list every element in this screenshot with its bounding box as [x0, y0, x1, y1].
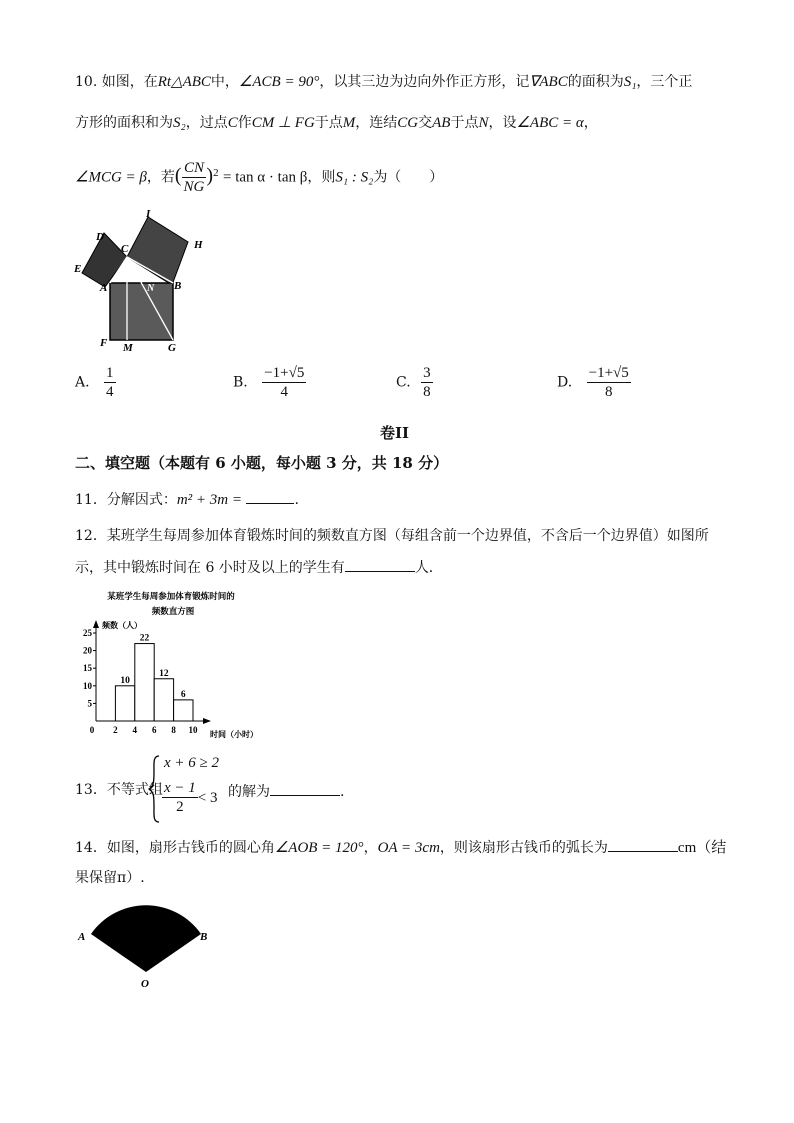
point-c: C	[227, 115, 238, 131]
ineq2-denominator: 2	[176, 799, 184, 815]
q11-text: 11．分解因式：	[75, 492, 177, 508]
label-e: E	[74, 263, 82, 275]
y-tick-label: 20	[83, 645, 92, 656]
q13-period: .	[340, 784, 345, 800]
q10-text: 如图，在	[101, 74, 158, 90]
s2: S₂	[173, 115, 186, 131]
q12-text-end: 人．	[414, 560, 443, 576]
choice-fraction	[262, 364, 306, 401]
q10-text: ，设	[488, 115, 517, 131]
small-square	[82, 233, 127, 287]
q13-text: 13．不等式组	[75, 782, 163, 798]
q10-text: ，则	[307, 169, 336, 186]
label-d: D	[96, 231, 104, 243]
q13-system	[148, 753, 398, 828]
angle-mcg: ∠MCG = β	[75, 169, 147, 186]
q14-unit: cm（结	[677, 840, 727, 856]
x-tick-label: 10	[188, 725, 198, 735]
bar-data-label: 22	[139, 633, 150, 644]
bar-data-label: 12	[159, 668, 169, 679]
histogram-bar	[115, 686, 134, 721]
q10-line3	[75, 154, 443, 197]
volume-heading: 卷II	[380, 424, 410, 442]
section-title: 二、填空题（本题有 6 小题，每小题 3 分，共 18 分）	[75, 454, 449, 472]
inequality-2	[162, 779, 218, 816]
point-m: M	[342, 115, 356, 131]
ineq2-fraction	[162, 779, 198, 816]
y-tick-label: 25	[83, 628, 92, 638]
q14-line1	[75, 837, 726, 858]
choice-b[interactable]	[233, 364, 306, 401]
label-b: B	[200, 931, 208, 943]
fraction-denominator: NG	[183, 179, 205, 196]
choice-numerator: −1+√5	[588, 365, 629, 381]
q12-answer-blank[interactable]	[345, 557, 415, 572]
rt-triangle: Rt△ABC	[157, 74, 211, 90]
choice-numerator: 1	[106, 365, 114, 381]
q13-after-text: 的解为	[228, 784, 270, 800]
choice-letter: C.	[396, 374, 411, 391]
fan-coin-figure	[72, 900, 222, 995]
x-tick-label: 0	[89, 725, 95, 735]
q14-text: 14．如图，扇形古钱币的圆心角	[75, 840, 275, 856]
q11-expression: m² + 3m =	[176, 492, 242, 508]
q11-period: .	[294, 492, 299, 508]
tan-product: = tan α · tan β	[223, 169, 308, 186]
ratio-s1-s2: S₁ : S₂	[335, 169, 374, 186]
choice-c[interactable]	[396, 364, 433, 401]
y-tick-label: 5	[87, 698, 92, 709]
q10-text: ，	[583, 115, 598, 131]
histogram-bar	[154, 679, 173, 721]
q10-text: 于点	[314, 115, 343, 131]
q10-text: 方形的面积和为	[75, 115, 173, 131]
ineq2-rhs: < 3	[197, 790, 218, 806]
y-tick-label: 10	[83, 680, 92, 691]
q14-answer-blank[interactable]	[608, 837, 678, 852]
left-paren: (	[174, 164, 182, 187]
s1: S₁	[623, 74, 637, 90]
q12-line1: 12．某班学生每周参加体育锻炼时间的频数直方图（每组含前一个边界值，不含后一个边界值）如图所	[75, 528, 709, 544]
q14-text: ，	[363, 840, 378, 856]
ineq2-numerator: x − 1	[164, 780, 196, 796]
choice-fraction	[587, 364, 631, 401]
brace-icon	[148, 755, 160, 823]
y-axis-label: 频数（人）	[102, 621, 142, 630]
length-oa: OA = 3cm	[377, 840, 440, 856]
choice-denominator: 4	[280, 384, 289, 400]
x-tick-label: 6	[151, 725, 157, 735]
x-tick-label: 8	[171, 725, 176, 735]
choice-letter: B.	[233, 374, 248, 391]
choice-letter: A.	[75, 374, 90, 391]
q10-line2	[75, 113, 598, 133]
angle-abc: ∠ABC = α	[516, 115, 584, 131]
label-o: O	[141, 978, 149, 990]
point-n: N	[478, 115, 489, 131]
choice-denominator: 8	[423, 384, 431, 400]
x-axis-arrow-icon	[203, 718, 211, 724]
q10-text: ，以其三边为边向外作正方形，记	[319, 74, 530, 90]
square-exponent: 2	[213, 167, 219, 179]
angle-aob: ∠AOB = 120°	[274, 840, 364, 856]
q13-answer-blank[interactable]	[270, 781, 340, 796]
choice-numerator: −1+√5	[264, 365, 305, 381]
choice-fraction	[421, 364, 433, 401]
label-n: N	[147, 283, 155, 294]
choice-a[interactable]	[75, 364, 116, 401]
fan-coin-sector	[91, 905, 201, 972]
q10-text: ，若	[146, 169, 175, 186]
inequality-1: x + 6 ≥ 2	[164, 755, 220, 771]
histogram-bar	[135, 644, 154, 721]
right-paren: )	[206, 164, 214, 187]
q10-text: ，三个正	[636, 74, 693, 90]
label-i: I	[146, 208, 151, 220]
triangle-abc: ∇ABC	[529, 74, 568, 90]
q10-number: 10.	[75, 74, 98, 90]
choice-denominator: 8	[604, 384, 613, 400]
cm-perp-fg: CM ⊥ FG	[251, 115, 315, 131]
q10-text: 的面积为	[567, 74, 624, 90]
q12-text: 示，其中锻炼时间在 6 小时及以上的学生有	[75, 560, 345, 576]
q10-text: 作	[237, 115, 252, 131]
q10-text: 为（ ）	[373, 169, 444, 186]
label-a: A	[100, 282, 108, 294]
chart-subtitle: 频数直方图	[151, 606, 195, 616]
choice-fraction	[104, 364, 116, 401]
pythagoras-figure	[70, 205, 220, 355]
choice-numerator: 3	[423, 365, 431, 381]
label-h: H	[194, 239, 203, 251]
histogram-chart	[75, 588, 275, 743]
q10-text: 中，	[210, 74, 239, 90]
label-a: A	[78, 931, 86, 943]
y-tick-label: 15	[83, 663, 92, 674]
choice-denominator: 4	[106, 384, 114, 400]
q14-text: ，则该扇形古钱币的弧长为	[439, 840, 608, 856]
q10-text: ，连结	[355, 115, 398, 131]
label-m: M	[123, 342, 133, 354]
q10-text: 于点	[450, 115, 479, 131]
fraction-cn-ng	[182, 159, 207, 196]
q14-line2: 果保留π）.	[75, 870, 145, 886]
q10-line1	[75, 72, 692, 92]
bar-data-label: 10	[120, 675, 130, 686]
segment-ab: AB	[432, 115, 451, 131]
y-axis-arrow-icon	[93, 620, 99, 628]
large-square	[110, 283, 173, 340]
label-f: F	[100, 337, 108, 349]
x-tick-label: 4	[132, 725, 138, 735]
q10-text: 交	[418, 115, 433, 131]
label-g: G	[168, 342, 176, 354]
x-axis-label: 时间（小时）	[210, 730, 258, 739]
q11-answer-blank[interactable]	[246, 489, 294, 504]
choice-d[interactable]	[557, 364, 631, 401]
fraction-numerator: CN	[182, 159, 207, 178]
histogram-bar	[174, 700, 193, 721]
q13-after	[228, 781, 344, 801]
bar-data-label: 6	[180, 689, 186, 700]
angle-acb: ∠ACB = 90°	[238, 74, 320, 90]
q10-text: ，过点	[185, 115, 228, 131]
segment-cg: CG	[397, 115, 419, 131]
label-c: C	[121, 243, 129, 255]
chart-title: 某班学生每周参加体育锻炼时间的	[107, 591, 235, 601]
x-tick-label: 2	[113, 725, 118, 735]
q12-line2	[75, 557, 443, 578]
choice-letter: D.	[557, 374, 573, 391]
label-b: B	[174, 280, 182, 292]
q11-line	[75, 489, 299, 510]
